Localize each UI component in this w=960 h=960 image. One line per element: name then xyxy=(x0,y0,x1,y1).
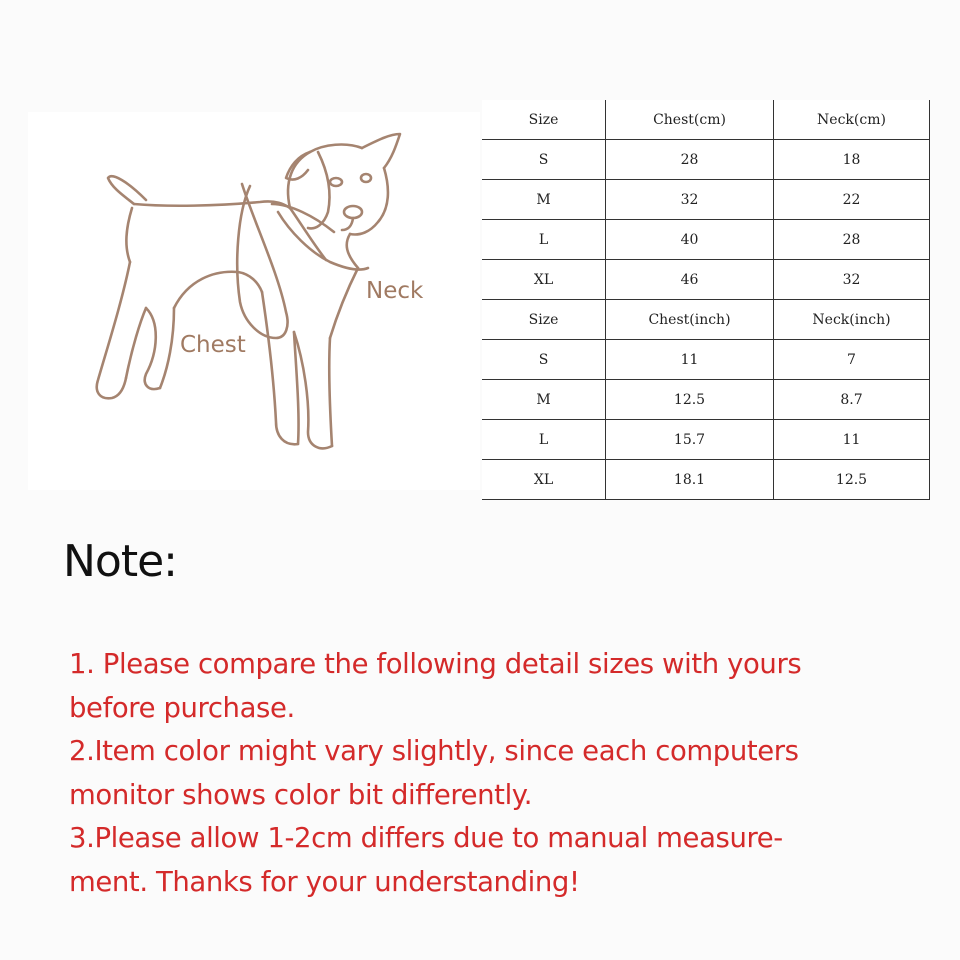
table-cell: 12.5 xyxy=(606,380,774,420)
notes-list xyxy=(69,643,939,905)
table-cell: 8.7 xyxy=(774,380,930,420)
header-cell: Neck(cm) xyxy=(774,100,930,140)
table-cell: 32 xyxy=(774,260,930,300)
chest-label: Chest xyxy=(180,332,246,358)
table-row xyxy=(482,460,930,500)
header-cell: Neck(inch) xyxy=(774,300,930,340)
table-cell: 22 xyxy=(774,180,930,220)
table-cell: L xyxy=(482,420,606,460)
table-cell: 46 xyxy=(606,260,774,300)
table-cell: S xyxy=(482,140,606,180)
table-cell: M xyxy=(482,380,606,420)
table-cell: 32 xyxy=(606,180,774,220)
table-cell: 18 xyxy=(774,140,930,180)
header-cell: Chest(cm) xyxy=(606,100,774,140)
table-header-row xyxy=(482,100,930,140)
note-line: 3.Please allow 1-2cm differs due to manual measure- xyxy=(69,822,783,855)
table-cell: XL xyxy=(482,260,606,300)
table-cell: M xyxy=(482,180,606,220)
table-cell: L xyxy=(482,220,606,260)
header-cell: Size xyxy=(482,100,606,140)
table-cell: XL xyxy=(482,460,606,500)
table-cell: 11 xyxy=(774,420,930,460)
table-row xyxy=(482,260,930,300)
note-line: ment. Thanks for your understanding! xyxy=(69,865,580,898)
header-cell: Chest(inch) xyxy=(606,300,774,340)
table-row xyxy=(482,220,930,260)
table-row xyxy=(482,420,930,460)
table-header-row xyxy=(482,300,930,340)
table-row xyxy=(482,180,930,220)
note-line: before purchase. xyxy=(69,691,295,724)
table-cell: S xyxy=(482,340,606,380)
note-title: Note: xyxy=(63,536,177,587)
neck-label: Neck xyxy=(366,278,424,304)
table-row xyxy=(482,340,930,380)
table-cell: 18.1 xyxy=(606,460,774,500)
table-row xyxy=(482,380,930,420)
dog-measurement-diagram xyxy=(28,112,480,490)
table-cell: 28 xyxy=(606,140,774,180)
size-chart-table xyxy=(482,100,930,500)
table-cell: 12.5 xyxy=(774,460,930,500)
note-line: 2.Item color might vary slightly, since each computers xyxy=(69,735,799,768)
table-row xyxy=(482,140,930,180)
table-cell: 40 xyxy=(606,220,774,260)
table-cell: 28 xyxy=(774,220,930,260)
note-line: 1. Please compare the following detail sizes with yours xyxy=(69,648,802,680)
note-line: monitor shows color bit differently. xyxy=(69,778,533,811)
table-cell: 11 xyxy=(606,340,774,380)
header-cell: Size xyxy=(482,300,606,340)
table-cell: 15.7 xyxy=(606,420,774,460)
table-cell: 7 xyxy=(774,340,930,380)
